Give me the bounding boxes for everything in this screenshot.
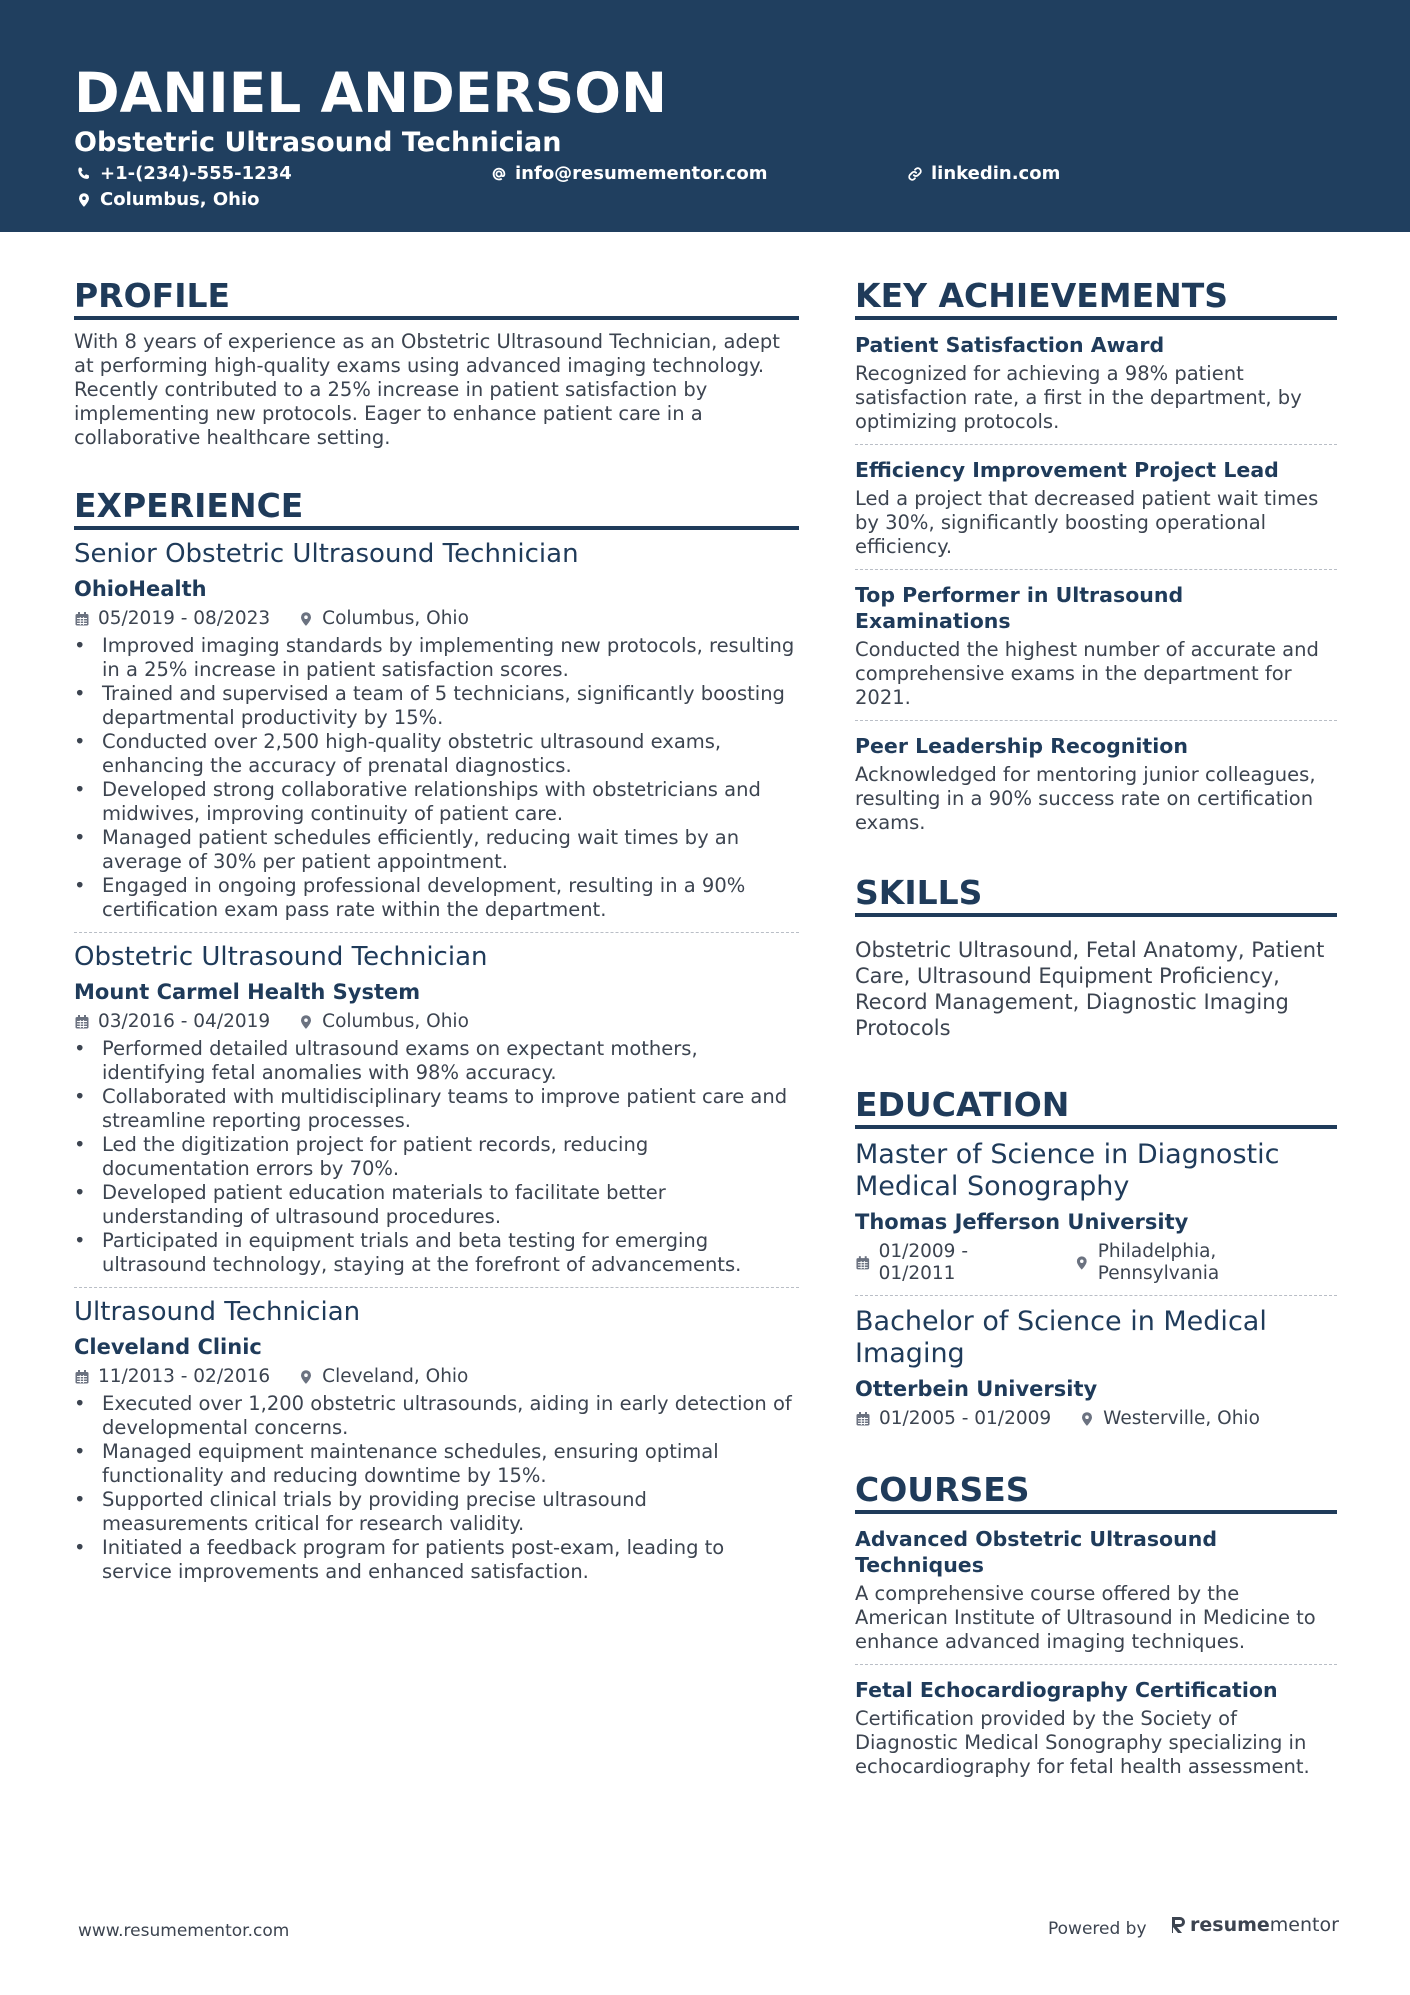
- resume-header: [0, 0, 1410, 232]
- footer-powered-by: Powered by: [1048, 1919, 1147, 1939]
- contact-phone[interactable]: [76, 163, 292, 185]
- job-title: Senior Obstetric Ultrasound Technician: [74, 539, 579, 569]
- bullet-item: • Managed patient schedules efficiently, reducing wait times by an average of 30% per patient appointment.: [74, 826, 799, 874]
- job-location-group: [298, 1366, 468, 1388]
- calendar-icon: [74, 1014, 90, 1030]
- job-location-group: [298, 1011, 469, 1033]
- achievement-title: Top Performer in Ultrasound Examinations: [855, 583, 1184, 633]
- bullet-item: • Engaged in ongoing professional development, resulting in a 90% certification exam pass rate within the department.: [74, 874, 799, 922]
- achievement-title: Patient Satisfaction Award: [855, 333, 1165, 357]
- education-location: Philadelphia, Pennsylvania: [1097, 1241, 1220, 1284]
- map-pin-icon: [298, 1014, 314, 1030]
- footer-website-link[interactable]: www.resumementor.com: [78, 1921, 290, 1941]
- resumementor-logo[interactable]: [1170, 1914, 1339, 1936]
- achievement-item: [855, 457, 1337, 559]
- job-dates: 11/2013 - 02/2016: [98, 1366, 271, 1387]
- bullet-item: • Trained and supervised a team of 5 technicians, significantly boosting departmental productivity by 15%.: [74, 682, 799, 730]
- course-item: [855, 1677, 1337, 1779]
- bullet-item: • Improved imaging standards by implementing new protocols, resulting in a 25% increase in patient satisfaction scores.: [74, 634, 799, 682]
- bullet-item: • Developed patient education materials to facilitate better understanding of ultrasound procedures.: [74, 1181, 799, 1229]
- education-item: [855, 1139, 1337, 1285]
- map-pin-icon: [1074, 1255, 1090, 1271]
- education-meta: [855, 1241, 1337, 1285]
- degree-title: Master of Science in Diagnostic Medical Sonography: [855, 1139, 1280, 1202]
- course-title: Fetal Echocardiography Certification: [855, 1678, 1278, 1702]
- bullet-item: • Supported clinical trials by providing precise ultrasound measurements critical for research validity.: [74, 1488, 799, 1536]
- bullet-item: • Conducted over 2,500 high-quality obstetric ultrasound exams, enhancing the accuracy of prenatal diagnostics.: [74, 730, 799, 778]
- company-name: OhioHealth: [74, 577, 207, 601]
- company-name: Cleveland Clinic: [74, 1335, 262, 1359]
- job-entry: [74, 1296, 799, 1584]
- experience-heading: EXPERIENCE: [74, 486, 799, 530]
- course-desc: A comprehensive course offered by the American Institute of Ultrasound in Medicine to enhance advanced imaging techniques.: [855, 1582, 1316, 1653]
- achievement-title: Peer Leadership Recognition: [855, 734, 1188, 758]
- achievement-item: [855, 582, 1337, 710]
- education-dates: 01/2005 - 01/2009: [879, 1408, 1052, 1429]
- bullet-item: • Executed over 1,200 obstetric ultrasounds, aiding in early detection of developmental concerns.: [74, 1392, 799, 1440]
- location-text: Columbus, Ohio: [100, 189, 260, 210]
- job-bullets: [74, 1392, 799, 1584]
- achievement-desc: Conducted the highest number of accurate and comprehensive exams in the department for 2021.: [855, 638, 1319, 709]
- map-pin-icon: [298, 1369, 314, 1385]
- job-entry: [74, 538, 799, 922]
- linkedin-text: linkedin.com: [931, 163, 1061, 184]
- education-heading: EDUCATION: [855, 1085, 1337, 1129]
- candidate-role: Obstetric Ultrasound Technician: [74, 127, 562, 158]
- achievements-heading: KEY ACHIEVEMENTS: [855, 276, 1337, 320]
- map-pin-icon: [1079, 1411, 1095, 1427]
- link-icon: [907, 166, 923, 182]
- bullet-item: • Collaborated with multidisciplinary teams to improve patient care and streamline reporting processes.: [74, 1085, 799, 1133]
- divider: [855, 720, 1337, 721]
- bullet-item: • Developed strong collaborative relationships with obstetricians and midwives, improving continuity of patient care.: [74, 778, 799, 826]
- job-meta: [74, 608, 799, 630]
- achievement-desc: Acknowledged for mentoring junior colleagues, resulting in a 90% success rate on certification exams.: [855, 763, 1316, 834]
- map-pin-icon: [298, 611, 314, 627]
- phone-text: +1-(234)-555-1234: [100, 163, 292, 184]
- resumementor-logo-icon: [1170, 1915, 1186, 1935]
- calendar-icon: [855, 1411, 871, 1427]
- bullet-item: • Led the digitization project for patient records, reducing documentation errors by 70%.: [74, 1133, 799, 1181]
- skills-heading: SKILLS: [855, 873, 1337, 917]
- job-dates: 05/2019 - 08/2023: [98, 608, 271, 629]
- phone-icon: [76, 166, 92, 182]
- achievement-item: [855, 733, 1337, 835]
- bullet-item: • Initiated a feedback program for patients post-exam, leading to service improvements and enhanced satisfaction.: [74, 1536, 799, 1584]
- calendar-icon: [74, 611, 90, 627]
- calendar-icon: [855, 1255, 871, 1271]
- left-column: [74, 276, 799, 1584]
- contact-location: [76, 189, 260, 211]
- job-bullets: [74, 1037, 799, 1277]
- profile-heading: PROFILE: [74, 276, 799, 320]
- education-location-group: [1079, 1408, 1260, 1430]
- courses-heading: COURSES: [855, 1470, 1337, 1514]
- school-name: Thomas Jefferson University: [855, 1210, 1189, 1234]
- job-location: Cleveland, Ohio: [322, 1366, 469, 1387]
- resumementor-logo-text: [1190, 1914, 1339, 1936]
- degree-title: Bachelor of Science in Medical Imaging: [855, 1306, 1267, 1369]
- divider: [74, 932, 799, 933]
- at-sign-icon: [491, 166, 507, 182]
- map-pin-icon: [76, 192, 92, 208]
- email-text: info@resumementor.com: [515, 163, 768, 184]
- job-meta: [74, 1011, 799, 1033]
- company-name: Mount Carmel Health System: [74, 980, 421, 1004]
- job-meta: [74, 1366, 799, 1388]
- job-entry: [74, 941, 799, 1277]
- contact-email[interactable]: [491, 163, 767, 185]
- divider: [855, 444, 1337, 445]
- skills-list: Obstetric Ultrasound, Fetal Anatomy, Patient Care, Ultrasound Equipment Proficiency, Record Management, Diagnostic Imaging Protocols: [855, 938, 1325, 1040]
- divider: [855, 1295, 1337, 1296]
- achievement-title: Efficiency Improvement Project Lead: [855, 458, 1279, 482]
- job-title: Ultrasound Technician: [74, 1297, 361, 1327]
- school-name: Otterbein University: [855, 1377, 1098, 1401]
- divider: [855, 569, 1337, 570]
- brand-light: mentor: [1269, 1914, 1339, 1936]
- achievement-desc: Recognized for achieving a 98% patient satisfaction rate, a first in the department, by optimizing protocols.: [855, 362, 1302, 433]
- course-title: Advanced Obstetric Ultrasound Techniques: [855, 1527, 1217, 1577]
- achievement-desc: Led a project that decreased patient wait times by 30%, significantly boosting operational efficiency.: [855, 487, 1319, 558]
- bullet-item: • Participated in equipment trials and beta testing for emerging ultrasound technology, staying at the forefront of advancements.: [74, 1229, 799, 1277]
- course-item: [855, 1526, 1337, 1654]
- brand-bold: resume: [1190, 1914, 1270, 1936]
- job-location: Columbus, Ohio: [322, 1011, 469, 1032]
- education-location-group: [1074, 1241, 1337, 1285]
- calendar-icon: [74, 1369, 90, 1385]
- education-item: [855, 1306, 1337, 1430]
- job-location-group: [298, 608, 469, 630]
- divider: [855, 1664, 1337, 1665]
- job-location: Columbus, Ohio: [322, 608, 469, 629]
- profile-text: With 8 years of experience as an Obstetric Ultrasound Technician, adept at performing high-quality exams using advanced imaging technology. Recently contributed to a 25% increase in patient satisfaction by implementing new protocols. Eager to enhance patient care in a collaborative healthcare setting.: [74, 330, 780, 449]
- education-location: Westerville, Ohio: [1103, 1408, 1260, 1429]
- bullet-item: • Performed detailed ultrasound exams on expectant mothers, identifying fetal anomalies with 98% accuracy.: [74, 1037, 799, 1085]
- divider: [74, 1287, 799, 1288]
- education-dates: 01/2009 - 01/2011: [878, 1241, 968, 1284]
- education-meta: [855, 1408, 1337, 1430]
- candidate-name: DANIEL ANDERSON: [74, 61, 668, 125]
- achievement-item: [855, 332, 1337, 434]
- bullet-item: • Managed equipment maintenance schedules, ensuring optimal functionality and reducing downtime by 15%.: [74, 1440, 799, 1488]
- job-dates: 03/2016 - 04/2019: [98, 1011, 271, 1032]
- right-column: [855, 276, 1337, 1779]
- job-bullets: [74, 634, 799, 922]
- job-title: Obstetric Ultrasound Technician: [74, 942, 488, 972]
- course-desc: Certification provided by the Society of Diagnostic Medical Sonography specializing in echocardiography for fetal health assessment.: [855, 1707, 1310, 1778]
- contact-linkedin[interactable]: [907, 163, 1060, 185]
